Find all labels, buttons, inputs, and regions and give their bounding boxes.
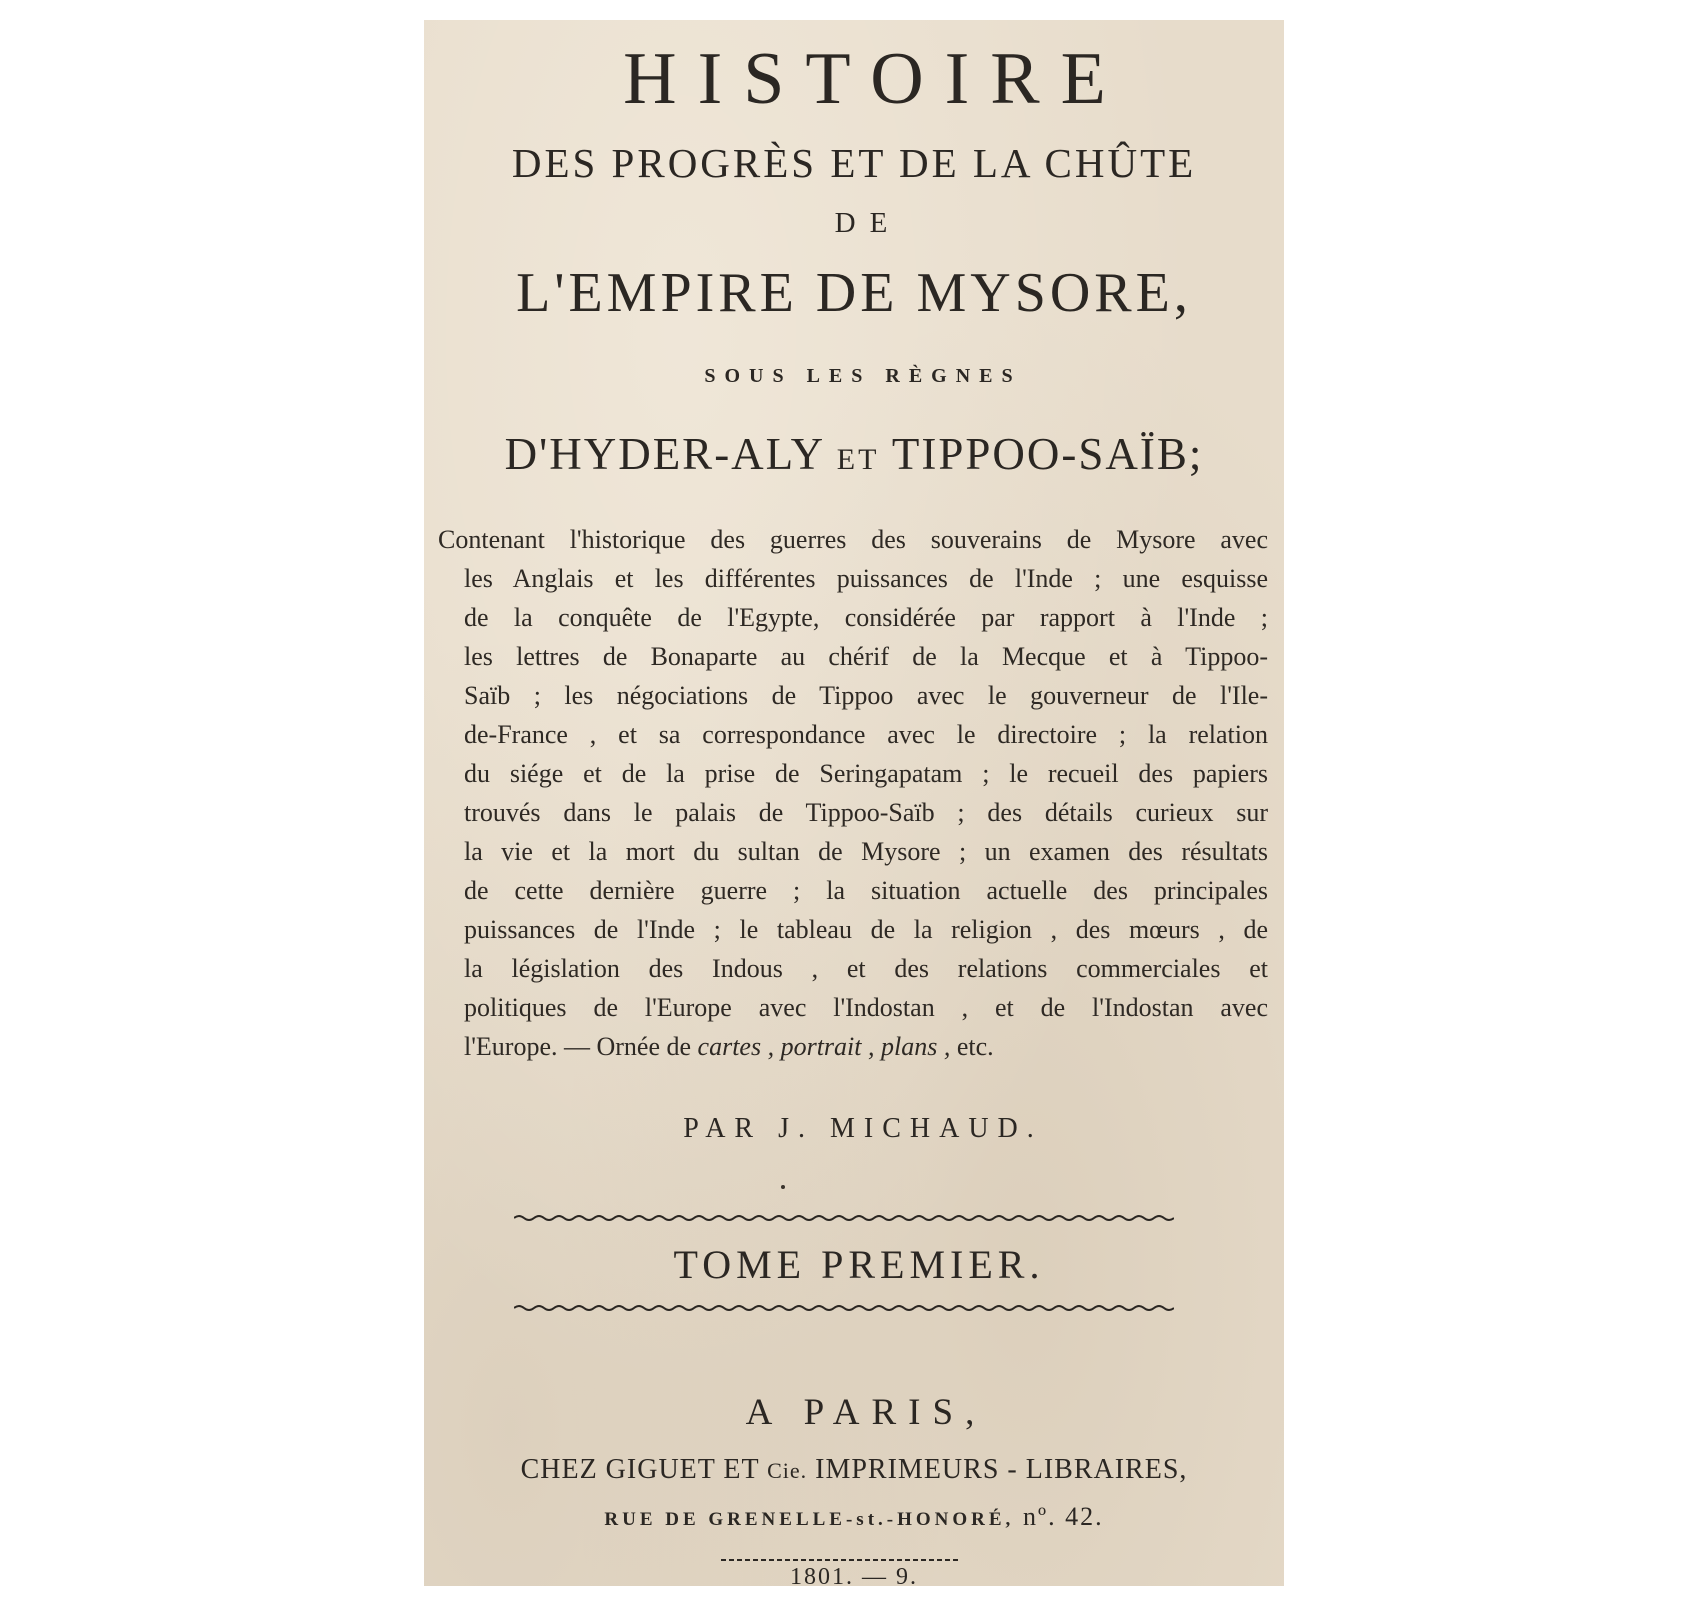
subtitle-line-2: DE [834, 207, 902, 239]
description-line: puissances de l'Inde ; le tableau de la religion , des mœurs , de [464, 915, 1268, 944]
description-line: Contenant l'historique des guerres des souverains de Mysore avec [438, 525, 1268, 554]
description-last-suffix: etc. [956, 1032, 994, 1061]
reign-and: ET [836, 443, 880, 476]
description-line: Saïb ; les négociations de Tippoo avec le gouverneur de l'Ile- [464, 681, 1268, 710]
description-line: de la conquête de l'Egypte, considérée par rapport à l'Inde ; [464, 603, 1268, 632]
description-line: du siége et de la prise de Seringapatam ; le recueil des papiers [464, 759, 1268, 788]
subtitle-line-1: DES PROGRÈS ET DE LA CHÛTE [511, 140, 1197, 186]
wavy-rule-bottom [514, 1303, 1174, 1313]
dashed-rule [721, 1550, 961, 1556]
description-line: les lettres de Bonaparte au chérif de la Mecque et à Tippoo- [464, 642, 1268, 671]
subtitle-line-3: L'EMPIRE DE MYSORE, [516, 262, 1192, 324]
description-line: la vie et la mort du sultan de Mysore ; un examen des résultats [464, 837, 1268, 866]
wavy-rule-top [514, 1213, 1174, 1223]
description-line: politiques de l'Europe avec l'Indostan , et de l'Indostan avec [464, 993, 1268, 1022]
volume-label: TOME PREMIER. [673, 1242, 1045, 1287]
book-title: HISTOIRE [623, 38, 1127, 120]
publisher-prefix: CHEZ GIGUET ET [520, 1454, 760, 1485]
imprint-year: 1801. — 9. [790, 1564, 918, 1590]
description-line: de-France , et sa correspondance avec le directoire ; la relation [464, 720, 1268, 749]
reign-name-tippoo: TIPPOO-SAÏB; [891, 429, 1204, 479]
reign-name-hyder: D'HYDER-ALY [504, 429, 824, 479]
description-line: de cette dernière guerre ; la situation actuelle des principales [464, 876, 1268, 905]
reign-intro: SOUS LES RÈGNES [704, 365, 1022, 387]
description-last-prefix: l'Europe. — Ornée de [464, 1032, 692, 1061]
author-line: PAR J. MICHAUD. [683, 1113, 1043, 1144]
reign-names [424, 422, 1284, 492]
ink-dot [781, 1185, 785, 1189]
address-number: nº. 42. [1023, 1502, 1104, 1531]
description-last-italic: cartes , portrait , plans , [697, 1032, 951, 1061]
description-line: trouvés dans le palais de Tippoo-Saïb ; des détails curieux sur [464, 798, 1268, 827]
publisher-suffix: IMPRIMEURS - LIBRAIRES, [815, 1454, 1188, 1485]
description-line: les Anglais et les différentes puissances de l'Inde ; une esquisse [464, 564, 1268, 593]
description-last-line [464, 1027, 1268, 1066]
title-page [424, 20, 1284, 1590]
publisher-cie: Cie. [767, 1458, 808, 1483]
imprint-address [424, 1500, 1284, 1537]
description-paragraph [438, 520, 1268, 1066]
description-line: la législation des Indous , et des relations commerciales et [464, 954, 1268, 983]
imprint-city: A PARIS, [745, 1392, 987, 1433]
imprint-publisher [424, 1448, 1284, 1493]
address-street: RUE DE GRENELLE-st.-HONORÉ, [604, 1509, 1015, 1530]
